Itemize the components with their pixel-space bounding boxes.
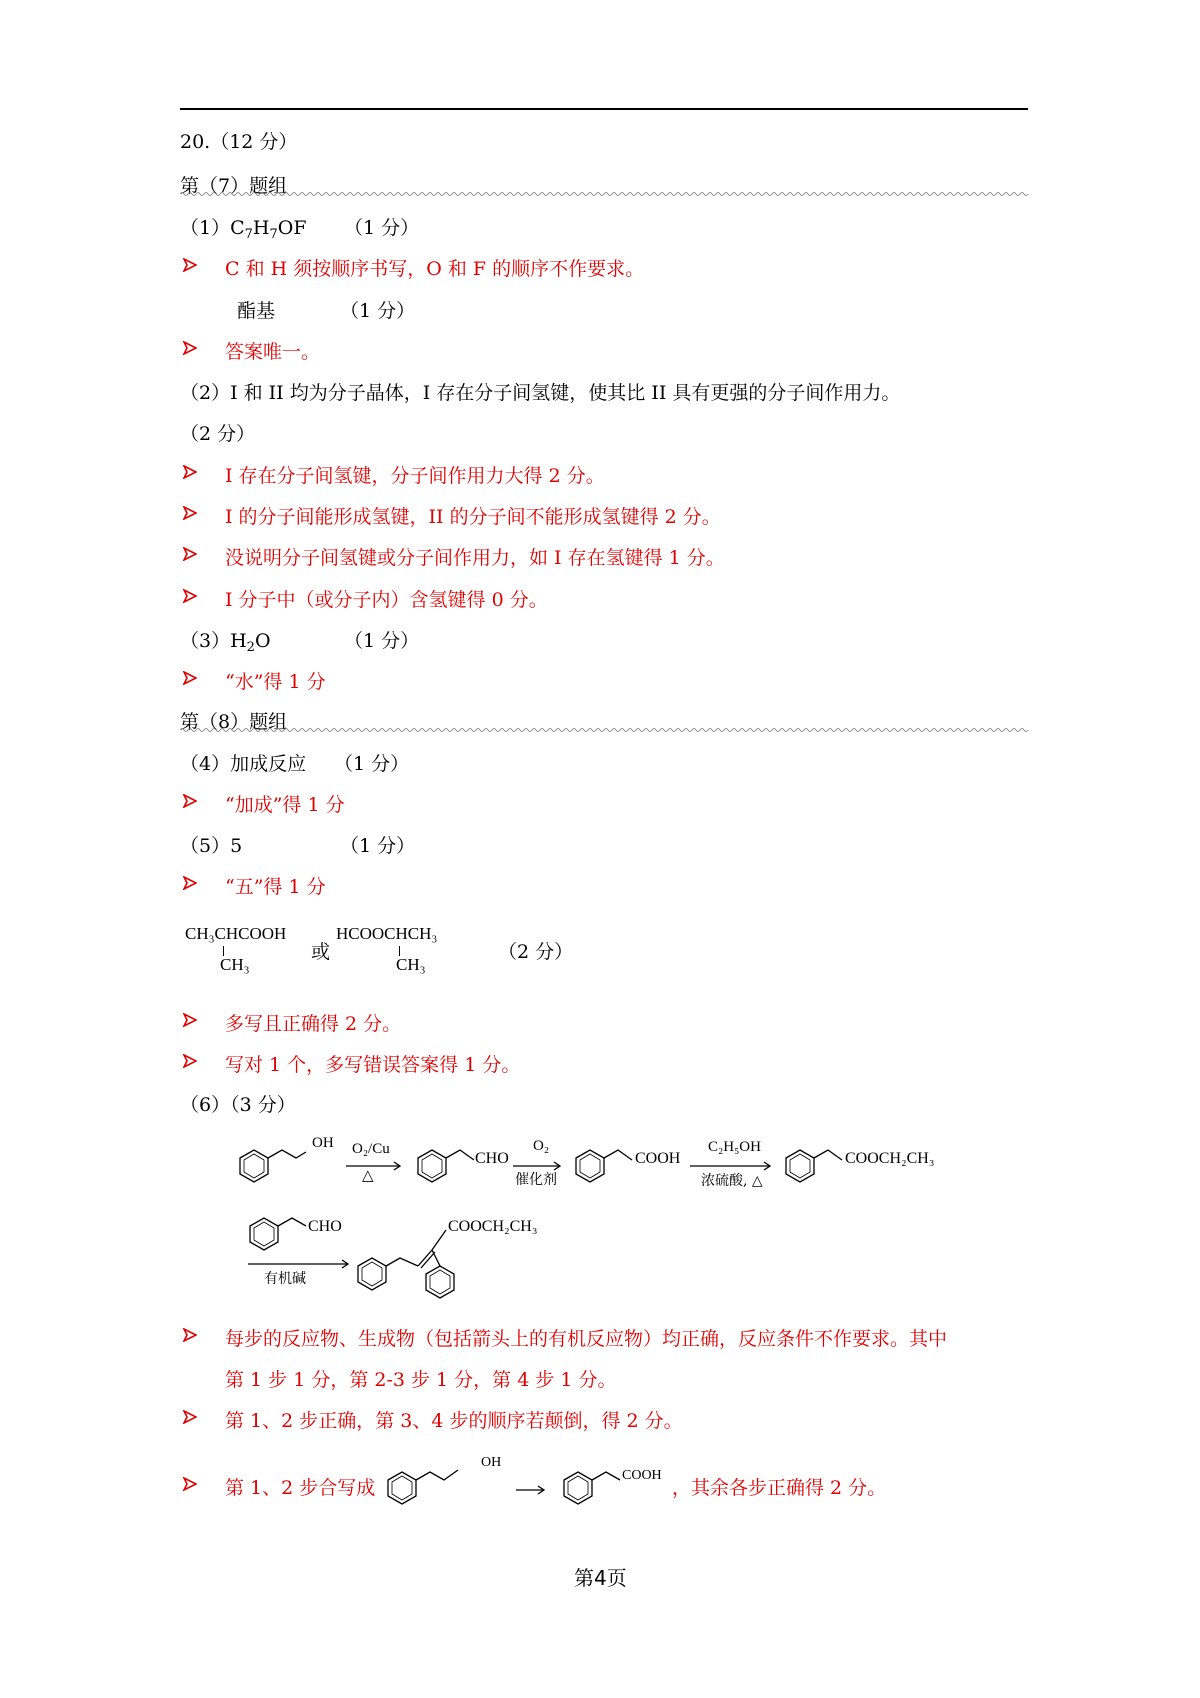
isopropyl-formate-branch: CH₃ — [396, 955, 426, 974]
step1-condition: △ — [362, 1168, 374, 1184]
group7-title: 第（7）题组 — [180, 175, 288, 197]
step3-reagent: C₂H₅OH — [708, 1139, 761, 1155]
q4-note: “加成”得 1 分 — [225, 794, 345, 816]
group8-wavy-underline — [180, 727, 1028, 733]
isobutyric-acid-structure: CH₃CHCOOH — [185, 924, 287, 943]
isopropyl-formate-structure: HCOOCHCH₃ — [336, 924, 438, 943]
q3-label: （3） — [180, 630, 231, 652]
group7-wavy-underline — [180, 191, 1028, 197]
q3-answer — [180, 626, 271, 655]
arrowhead-bullet-icon — [183, 341, 197, 355]
arrowhead-bullet-icon — [183, 1013, 197, 1027]
aldehyde-group: CHO — [475, 1150, 509, 1167]
arrowhead-bullet-icon — [183, 794, 197, 808]
arrowhead-bullet-icon — [183, 876, 197, 890]
q2-note-3: 没说明分子间氢键或分子间作用力，如 I 存在氢键得 1 分。 — [225, 547, 725, 569]
q2-note-1: I 存在分子间氢键，分子间作用力大得 2 分。 — [225, 465, 605, 487]
q1-points-2: （1 分） — [340, 300, 416, 322]
arrowhead-bullet-icon — [183, 1410, 197, 1424]
combined-step-scheme — [384, 1450, 684, 1520]
q1-note-2: 答案唯一。 — [225, 341, 321, 363]
page-number: 第4页 — [574, 1566, 627, 1590]
q6-label: （6）（3 分） — [180, 1094, 296, 1116]
formula-c-subscript: 7 — [244, 227, 253, 242]
combined-cooh-group: COOH — [622, 1468, 662, 1483]
formula-h: H — [252, 217, 270, 239]
step1-reagent: O₂/Cu — [352, 1141, 390, 1157]
q5-points: （1 分） — [340, 835, 416, 857]
arrowhead-bullet-icon — [183, 1328, 197, 1342]
q2-note-2: I 的分子间能形成氢键，II 的分子间不能形成氢键得 2 分。 — [225, 506, 721, 528]
arrowhead-bullet-icon — [183, 258, 197, 272]
q5-note-2: 多写且正确得 2 分。 — [225, 1013, 402, 1035]
arrowhead-bullet-icon — [183, 1054, 197, 1068]
carboxyl-group: COOH — [635, 1150, 681, 1167]
q6-note-3-prefix: 第 1、2 步合写成 — [225, 1477, 376, 1499]
arrowhead-bullet-icon — [183, 547, 197, 561]
q6-note-1-cont: 第 1 步 1 分，第 2-3 步 1 分，第 4 步 1 分。 — [225, 1369, 617, 1391]
header-rule — [180, 108, 1028, 110]
q4-answer: （4）加成反应 — [180, 753, 307, 775]
q5-points-2: （2 分） — [498, 941, 574, 963]
question-number: 20.（12 分） — [180, 131, 298, 153]
q6-note-3-suffix: ，其余各步正确得 2 分。 — [672, 1477, 887, 1499]
q4-points: （1 分） — [334, 753, 410, 775]
q3-note: “水”得 1 分 — [225, 671, 326, 693]
q2-answer: （2）I 和 II 均为分子晶体，I 存在分子间氢键，使其比 II 具有更强的分子间作用力。 — [180, 382, 901, 404]
q1-label: （1） — [180, 217, 231, 239]
q5-answer: （5）5 — [180, 835, 243, 857]
group8-title: 第（8）题组 — [180, 711, 288, 733]
q5-note: “五”得 1 分 — [225, 876, 326, 898]
combined-oh-group: OH — [481, 1455, 502, 1470]
q3-points: （1 分） — [344, 630, 420, 652]
arrowhead-bullet-icon — [183, 506, 197, 520]
oh-group: OH — [312, 1135, 334, 1151]
arrowhead-bullet-icon — [183, 1477, 197, 1491]
q5-note-3: 写对 1 个，多写错误答案得 1 分。 — [225, 1054, 521, 1076]
or-text: 或 — [311, 941, 331, 963]
q1-points: （1 分） — [344, 217, 420, 239]
q2-note-4: I 分子中（或分子内）含氢键得 0 分。 — [225, 589, 548, 611]
step3-condition: 浓硫酸, △ — [701, 1173, 763, 1189]
formula-h-subscript: 2 — [246, 640, 255, 655]
reagent-aldehyde-group: CHO — [308, 1218, 342, 1235]
formula-o: O — [254, 630, 271, 652]
q1-note-1: C 和 H 须按顺序书写，O 和 F 的顺序不作要求。 — [225, 258, 645, 280]
step4-condition: 有机碱 — [264, 1271, 306, 1287]
step2-reagent: O₂ — [533, 1138, 550, 1154]
formula-h-subscript: 7 — [269, 227, 278, 242]
formula-of: OF — [277, 217, 307, 239]
ester-group: COOCH₂CH₃ — [845, 1150, 935, 1167]
arrowhead-bullet-icon — [183, 671, 197, 685]
step2-condition: 催化剂 — [515, 1172, 557, 1188]
isobutyric-acid-branch: CH₃ — [220, 955, 250, 974]
formula-c: C — [230, 217, 245, 239]
q6-note-2: 第 1、2 步正确，第 3、4 步的顺序若颠倒，得 2 分。 — [225, 1410, 683, 1432]
q6-note-1: 每步的反应物、生成物（包括箭头上的有机反应物）均正确，反应条件不作要求。其中 — [225, 1328, 948, 1350]
formula-h: H — [230, 630, 247, 652]
product-ester-group: COOCH₂CH₃ — [448, 1218, 538, 1235]
q2-points: （2 分） — [180, 423, 256, 445]
q1-answer-2: 酯基 — [237, 300, 276, 322]
arrowhead-bullet-icon — [183, 589, 197, 603]
arrowhead-bullet-icon — [183, 465, 197, 479]
q1-answer — [180, 213, 307, 242]
